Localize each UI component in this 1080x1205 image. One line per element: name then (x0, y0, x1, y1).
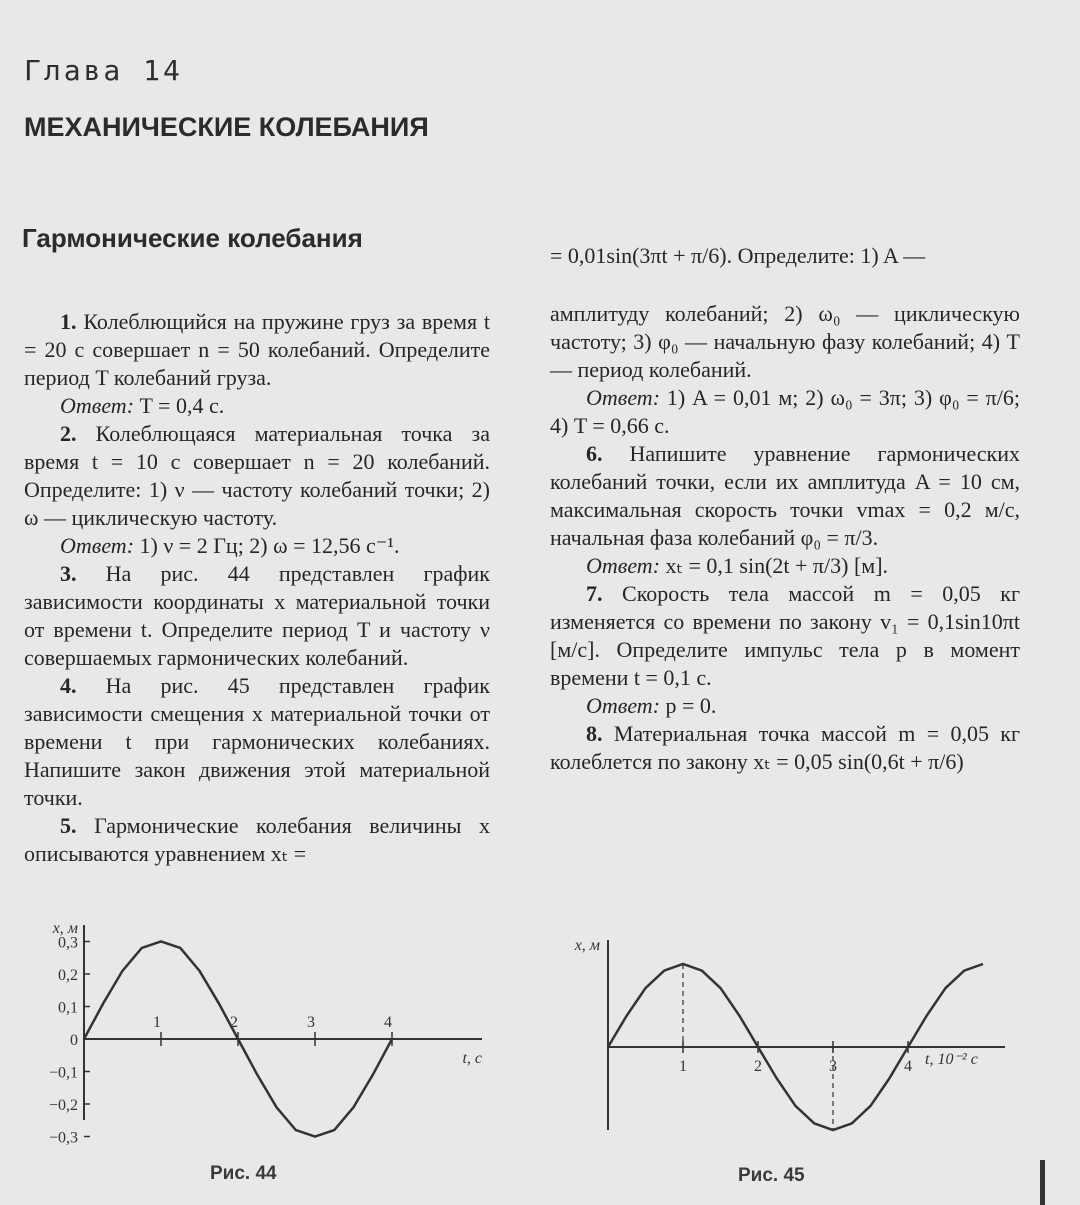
problem-1 (24, 308, 490, 392)
x-tick-label: 1 (679, 1058, 687, 1075)
answer-text: 1) ν = 2 Гц; 2) ω = 12,56 с⁻¹. (139, 533, 400, 558)
y-tick-label: 0 (70, 1032, 78, 1049)
x-tick-label: 4 (384, 1014, 392, 1031)
x-axis-label: t, с (462, 1050, 482, 1067)
y-tick-label: 0,2 (58, 967, 78, 984)
answer-text: T = 0,4 с. (139, 393, 225, 418)
x-tick-label: 4 (904, 1058, 912, 1075)
answer-label: Ответ: (60, 393, 135, 418)
answer-label: Ответ: (586, 693, 661, 718)
y-tick-label: −0,2 (48, 1097, 78, 1114)
formula-text: = 0,01sin(3πt + π/6). Определите: 1) A — (550, 243, 926, 268)
answer-label: Ответ: (586, 553, 661, 578)
x-tick-label: 1 (153, 1014, 161, 1031)
problem-5 (24, 812, 490, 868)
y-axis-label: x, м (574, 937, 600, 954)
problem-8 (550, 720, 1020, 776)
section-heading: Гармонические колебания (22, 223, 363, 253)
problem-number: 6. (586, 441, 603, 466)
problem-number: 3. (60, 561, 77, 586)
y-tick-label: 0,3 (58, 934, 78, 952)
answer-5 (550, 384, 1020, 440)
answer-2 (24, 532, 490, 560)
page-edge-mark (1040, 1160, 1045, 1205)
problem-4 (24, 672, 490, 812)
problem-text: На рис. 44 представлен график зависимости координаты x материальной точки от времени t. Определите период T и частоту ν совершаемых гармонических колебаний. (24, 561, 490, 670)
problem-number: 7. (586, 581, 603, 606)
y-axis-label: x, м (52, 920, 78, 937)
figure-44-chart (20, 915, 490, 1147)
answer-6 (550, 552, 1020, 580)
problem-number: 1. (60, 309, 77, 334)
answer-label: Ответ: (60, 533, 135, 558)
x-axis-label: t, 10⁻² с (925, 1051, 978, 1068)
problem-2 (24, 420, 490, 532)
chapter-number: Глава 14 (24, 54, 183, 87)
problem-number: 4. (60, 673, 77, 698)
problem-7 (550, 580, 1020, 692)
problem-6 (550, 440, 1020, 552)
y-tick-label: −0,1 (48, 1064, 78, 1082)
problem-3 (24, 560, 490, 672)
figure-45-caption: Рис. 45 (738, 1165, 805, 1186)
problem-5-continued (550, 300, 1020, 384)
y-tick-label: −0,3 (48, 1129, 78, 1147)
problem-number: 5. (60, 813, 77, 838)
left-column (24, 308, 490, 868)
problem-text: Колеблющаяся материальная точка за время t = 10 с совершает n = 20 колебаний. Определите: 1) ν — частоту колебаний точки; 2) ω — циклическую частоту. (24, 421, 490, 530)
problem-text: Материальная точка массой m = 0,05 кг колеблется по закону xₜ = 0,05 sin(0,6t + π/6) (550, 721, 1021, 774)
x-tick-label: 2 (230, 1014, 238, 1031)
answer-text: 1) A = 0,01 м; 2) ω₀ = 3π; 3) φ₀ = π/6; 4) T = 0,66 с. (550, 385, 1020, 438)
x-tick-label: 2 (754, 1058, 762, 1075)
problem-number: 2. (60, 421, 77, 446)
y-tick-label: 0,1 (58, 999, 78, 1017)
figure-44-caption: Рис. 44 (210, 1163, 277, 1184)
problem-text: Напишите уравнение гармонических колебаний точки, если их амплитуда A = 10 см, максимальная скорость точки vmax = 0,2 м/с, начальная фаза колебаний φ₀ = π/3. (550, 441, 1021, 550)
figure-45-chart (550, 930, 1020, 1135)
problem-text: Гармонические колебания величины x описываются уравнением xₜ = (24, 813, 490, 866)
answer-text: p = 0. (665, 693, 717, 718)
problem-text: амплитуду колебаний; 2) ω₀ — циклическую частоту; 3) φ₀ — начальную фазу колебаний; 4) T — период колебаний. (550, 301, 1020, 382)
answer-label: Ответ: (586, 385, 661, 410)
x-tick-label: 3 (829, 1058, 837, 1075)
problem-number: 8. (586, 721, 603, 746)
right-column (550, 242, 1020, 776)
x-tick-label: 3 (307, 1014, 315, 1031)
answer-text: xₜ = 0,1 sin(2t + π/3) [м]. (665, 553, 889, 578)
answer-7 (550, 692, 1020, 720)
problem-5-formula (550, 242, 1020, 270)
problem-text: На рис. 45 представлен график зависимости смещения x материальной точки от времени t при гармонических колебаниях. Напишите закон движения этой материальной точки. (24, 673, 490, 810)
problem-text: Скорость тела массой m = 0,05 кг изменяется со времени по закону v₁ = 0,1sin10πt [м/с]. Определите импульс тела p в момент времени t = 0,1 с. (550, 581, 1020, 690)
chapter-title: МЕХАНИЧЕСКИЕ КОЛЕБАНИЯ (24, 112, 429, 142)
problem-text: Колеблющийся на пружине груз за время t = 20 с совершает n = 50 колебаний. Определите период T колебаний груза. (24, 309, 491, 390)
answer-1 (24, 392, 490, 420)
